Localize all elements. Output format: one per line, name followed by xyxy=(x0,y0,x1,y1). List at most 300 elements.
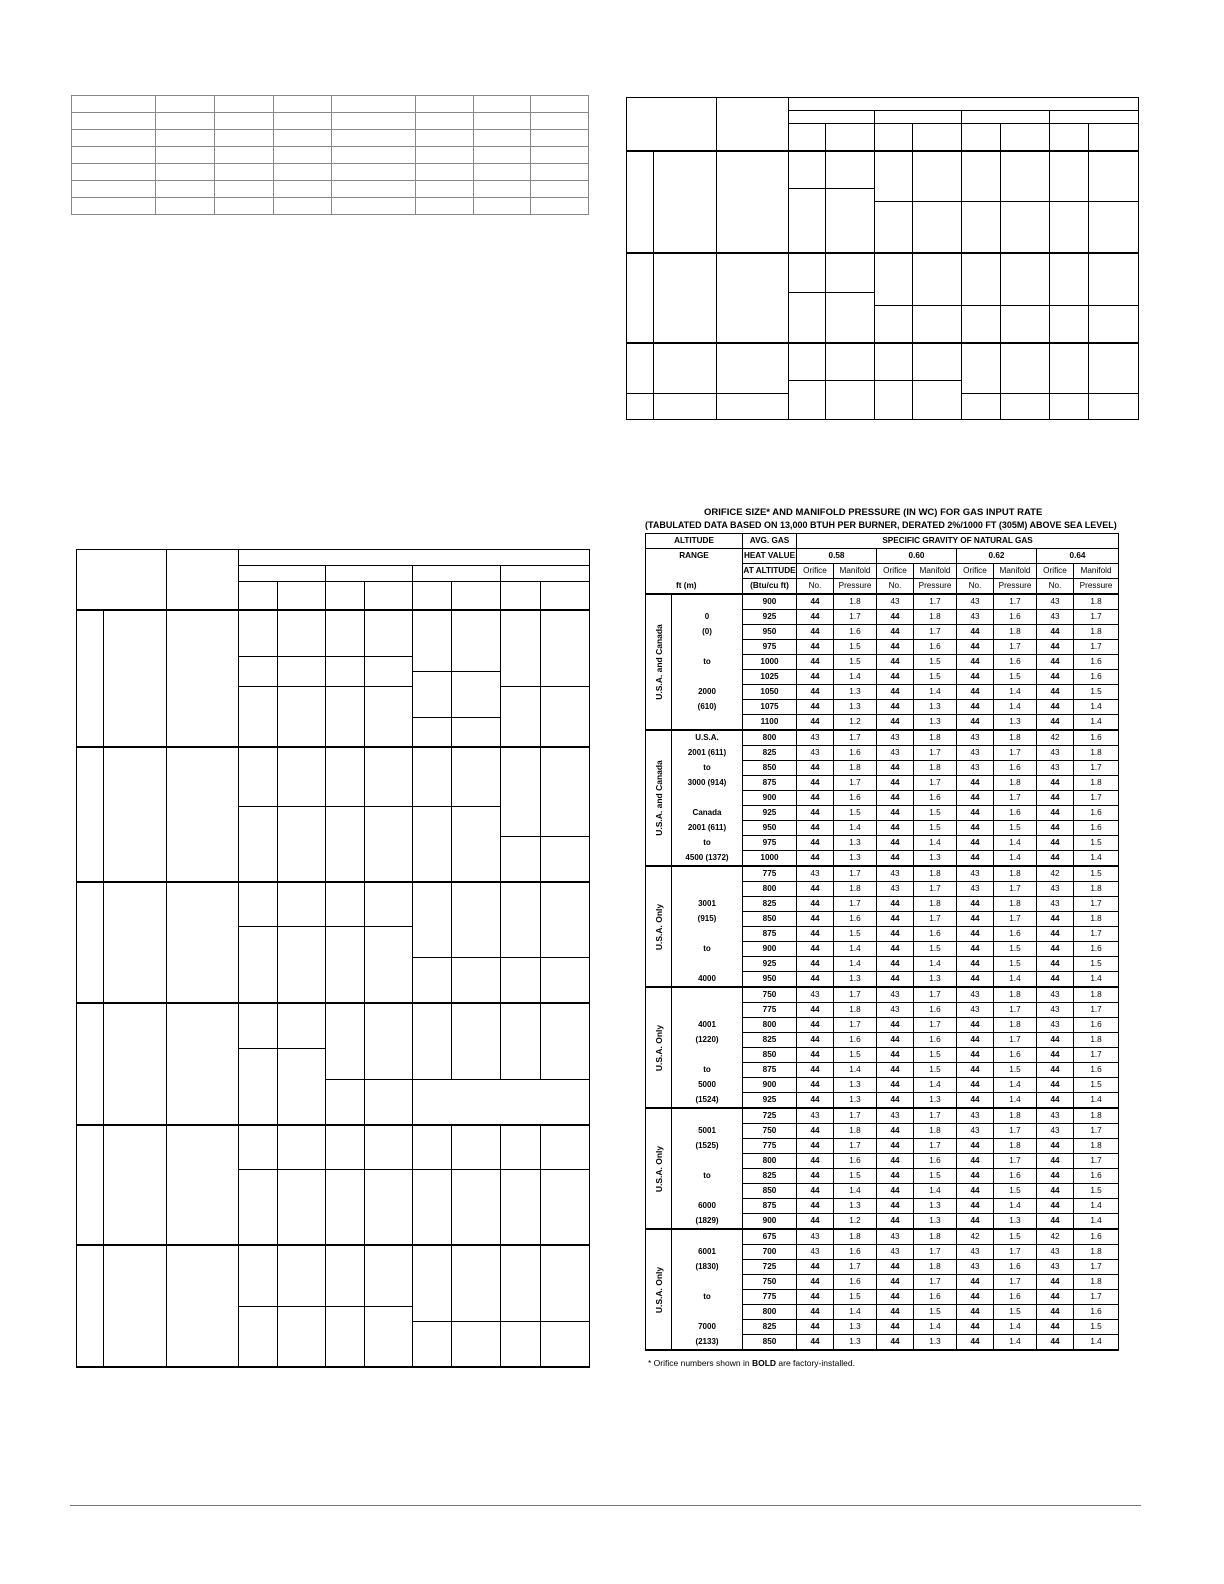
manifold-pressure-cell: 1.4 xyxy=(834,1063,877,1078)
region-label xyxy=(646,1229,672,1350)
manifold-pressure-cell: 1.4 xyxy=(914,1320,957,1335)
orifice-no-cell: 43 xyxy=(877,1108,914,1124)
manifold-pressure-cell: 1.4 xyxy=(834,957,877,972)
orifice-no-cell: 43 xyxy=(1037,761,1074,776)
orifice-no-cell: 44 xyxy=(797,761,834,776)
manifold-pressure-cell: 1.7 xyxy=(994,1154,1037,1169)
orifice-no-cell: 44 xyxy=(1037,1154,1074,1169)
orifice-no-cell: 44 xyxy=(1037,791,1074,806)
orifice-no-cell: 44 xyxy=(797,791,834,806)
manifold-pressure-cell: 1.3 xyxy=(834,685,877,700)
table-row xyxy=(646,685,1119,700)
orifice-no-cell: 44 xyxy=(1037,912,1074,927)
orifice-no-cell: 44 xyxy=(797,1033,834,1048)
manifold-pressure-cell: 1.8 xyxy=(1074,776,1119,791)
orifice-no-cell: 44 xyxy=(1037,836,1074,851)
altitude-range-cell xyxy=(672,594,743,610)
orifice-no-cell: 44 xyxy=(1037,942,1074,957)
manifold-pressure-cell: 1.7 xyxy=(1074,1124,1119,1139)
orifice-no-cell: 44 xyxy=(797,821,834,836)
manifold-pressure-cell: 1.4 xyxy=(1074,1335,1119,1351)
table-row xyxy=(646,1184,1119,1199)
manifold-pressure-cell: 1.8 xyxy=(914,897,957,912)
altitude-range-cell xyxy=(672,1184,743,1199)
manifold-pressure-cell: 1.8 xyxy=(994,625,1037,640)
heat-value-cell: 800 xyxy=(743,882,797,897)
header-pressure: Pressure xyxy=(834,579,877,595)
orifice-no-cell: 44 xyxy=(797,685,834,700)
orifice-no-cell: 43 xyxy=(957,1003,994,1018)
table-row xyxy=(646,1048,1119,1063)
manifold-pressure-cell: 1.5 xyxy=(914,821,957,836)
manifold-pressure-cell: 1.6 xyxy=(1074,1169,1119,1184)
header-no: No. xyxy=(877,579,914,595)
orifice-no-cell: 44 xyxy=(957,806,994,821)
orifice-no-cell: 43 xyxy=(957,1124,994,1139)
orifice-no-cell: 44 xyxy=(877,942,914,957)
manifold-pressure-cell: 1.4 xyxy=(994,1335,1037,1351)
orifice-no-cell: 44 xyxy=(877,655,914,670)
manifold-pressure-cell: 1.5 xyxy=(994,957,1037,972)
header-manifold: Manifold xyxy=(1074,564,1119,579)
orifice-no-cell: 44 xyxy=(1037,776,1074,791)
manifold-pressure-cell: 1.7 xyxy=(914,1018,957,1033)
orifice-no-cell: 44 xyxy=(1037,1275,1074,1290)
manifold-pressure-cell: 1.4 xyxy=(994,836,1037,851)
manifold-pressure-cell: 1.3 xyxy=(834,1335,877,1351)
manifold-pressure-cell: 1.5 xyxy=(994,1229,1037,1245)
orifice-no-cell: 43 xyxy=(877,882,914,897)
orifice-no-cell: 44 xyxy=(1037,821,1074,836)
manifold-pressure-cell: 1.5 xyxy=(1074,836,1119,851)
heat-value-cell: 800 xyxy=(743,1018,797,1033)
heat-value-cell: 925 xyxy=(743,806,797,821)
manifold-pressure-cell: 1.8 xyxy=(1074,912,1119,927)
orifice-no-cell: 44 xyxy=(1037,1063,1074,1078)
orifice-no-cell: 44 xyxy=(1037,670,1074,685)
manifold-pressure-cell: 1.3 xyxy=(994,715,1037,731)
orifice-no-cell: 44 xyxy=(797,1124,834,1139)
orifice-no-cell: 43 xyxy=(957,610,994,625)
heat-value-cell: 750 xyxy=(743,1275,797,1290)
orifice-no-cell: 44 xyxy=(797,640,834,655)
orifice-no-cell: 44 xyxy=(957,655,994,670)
orifice-no-cell: 44 xyxy=(1037,957,1074,972)
table-row xyxy=(646,761,1119,776)
orifice-no-cell: 44 xyxy=(797,1093,834,1109)
manifold-pressure-cell: 1.8 xyxy=(914,1124,957,1139)
altitude-range-cell: 4001 xyxy=(672,1018,743,1033)
heat-value-cell: 850 xyxy=(743,1048,797,1063)
orifice-no-cell: 44 xyxy=(957,1048,994,1063)
altitude-range-cell xyxy=(672,866,743,882)
altitude-range-cell: 7000 xyxy=(672,1320,743,1335)
manifold-pressure-cell: 1.6 xyxy=(1074,730,1119,746)
manifold-pressure-cell: 1.8 xyxy=(834,1003,877,1018)
manifold-pressure-cell: 1.4 xyxy=(834,821,877,836)
orifice-no-cell: 44 xyxy=(1037,1139,1074,1154)
orifice-no-cell: 44 xyxy=(1037,655,1074,670)
manifold-pressure-cell: 1.7 xyxy=(994,882,1037,897)
manifold-pressure-cell: 1.6 xyxy=(914,1003,957,1018)
table-row xyxy=(646,1078,1119,1093)
orifice-no-cell: 44 xyxy=(1037,625,1074,640)
manifold-pressure-cell: 1.4 xyxy=(1074,1199,1119,1214)
orifice-no-cell: 44 xyxy=(797,670,834,685)
manifold-pressure-cell: 1.8 xyxy=(994,987,1037,1003)
orifice-no-cell: 44 xyxy=(797,912,834,927)
altitude-range-cell xyxy=(672,1305,743,1320)
altitude-range-cell: 6001 xyxy=(672,1245,743,1260)
heat-value-cell: 800 xyxy=(743,1305,797,1320)
manifold-pressure-cell: 1.7 xyxy=(994,594,1037,610)
orifice-no-cell: 44 xyxy=(957,685,994,700)
manifold-pressure-cell: 1.3 xyxy=(914,851,957,867)
orifice-no-cell: 43 xyxy=(877,730,914,746)
altitude-range-cell: to xyxy=(672,1169,743,1184)
manifold-pressure-cell: 1.7 xyxy=(1074,1154,1119,1169)
orifice-no-cell: 43 xyxy=(877,866,914,882)
manifold-pressure-cell: 1.2 xyxy=(834,715,877,731)
table-row xyxy=(646,640,1119,655)
table-row xyxy=(646,1033,1119,1048)
region-label xyxy=(646,1108,672,1229)
orifice-no-cell: 43 xyxy=(1037,1108,1074,1124)
table-row xyxy=(646,1260,1119,1275)
manifold-pressure-cell: 1.8 xyxy=(1074,746,1119,761)
altitude-range-cell: (1830) xyxy=(672,1260,743,1275)
table-row xyxy=(646,1290,1119,1305)
manifold-pressure-cell: 1.4 xyxy=(1074,972,1119,988)
manifold-pressure-cell: 1.4 xyxy=(914,1078,957,1093)
header-no: No. xyxy=(957,579,994,595)
altitude-range-cell: 4000 xyxy=(672,972,743,988)
manifold-pressure-cell: 1.5 xyxy=(1074,1078,1119,1093)
manifold-pressure-cell: 1.8 xyxy=(1074,987,1119,1003)
manifold-pressure-cell: 1.5 xyxy=(1074,1184,1119,1199)
region-label xyxy=(646,730,672,866)
orifice-no-cell: 44 xyxy=(797,655,834,670)
manifold-pressure-cell: 1.6 xyxy=(1074,1229,1119,1245)
table-row xyxy=(646,866,1119,882)
manifold-pressure-cell: 1.5 xyxy=(914,670,957,685)
manifold-pressure-cell: 1.3 xyxy=(834,836,877,851)
heat-value-cell: 800 xyxy=(743,1154,797,1169)
manifold-pressure-cell: 1.5 xyxy=(914,1063,957,1078)
manifold-pressure-cell: 1.7 xyxy=(914,776,957,791)
manifold-pressure-cell: 1.6 xyxy=(834,1275,877,1290)
orifice-no-cell: 44 xyxy=(877,1063,914,1078)
manifold-pressure-cell: 1.6 xyxy=(1074,821,1119,836)
manifold-pressure-cell: 1.7 xyxy=(1074,791,1119,806)
orifice-table-body xyxy=(646,594,1119,1350)
table-row xyxy=(646,1108,1119,1124)
manifold-pressure-cell: 1.3 xyxy=(914,1199,957,1214)
orifice-no-cell: 43 xyxy=(1037,1124,1074,1139)
table-row xyxy=(646,1335,1119,1351)
header-manifold: Manifold xyxy=(834,564,877,579)
orifice-no-cell: 44 xyxy=(797,957,834,972)
altitude-range-cell: 4500 (1372) xyxy=(672,851,743,867)
orifice-no-cell: 43 xyxy=(797,746,834,761)
altitude-range-cell: 2000 xyxy=(672,685,743,700)
header-orifice: Orifice xyxy=(957,564,994,579)
heat-value-cell: 850 xyxy=(743,912,797,927)
orifice-no-cell: 44 xyxy=(877,625,914,640)
manifold-pressure-cell: 1.5 xyxy=(994,1063,1037,1078)
orifice-no-cell: 44 xyxy=(877,776,914,791)
table-row xyxy=(646,897,1119,912)
orifice-no-cell: 44 xyxy=(797,1305,834,1320)
manifold-pressure-cell: 1.4 xyxy=(834,670,877,685)
manifold-pressure-cell: 1.5 xyxy=(834,1048,877,1063)
orifice-no-cell: 44 xyxy=(797,1139,834,1154)
manifold-pressure-cell: 1.7 xyxy=(994,640,1037,655)
manifold-pressure-cell: 1.6 xyxy=(1074,655,1119,670)
manifold-pressure-cell: 1.8 xyxy=(914,1260,957,1275)
orifice-no-cell: 44 xyxy=(877,806,914,821)
manifold-pressure-cell: 1.4 xyxy=(994,972,1037,988)
header-gravity-060: 0.60 xyxy=(877,549,957,564)
manifold-pressure-cell: 1.5 xyxy=(1074,957,1119,972)
orifice-no-cell: 44 xyxy=(957,1154,994,1169)
manifold-pressure-cell: 1.7 xyxy=(994,791,1037,806)
region-text: U.S.A. Only xyxy=(653,1145,664,1192)
orifice-no-cell: 43 xyxy=(957,594,994,610)
manifold-pressure-cell: 1.5 xyxy=(914,1048,957,1063)
orifice-no-cell: 42 xyxy=(957,1229,994,1245)
altitude-range-cell: U.S.A. xyxy=(672,730,743,746)
table-row xyxy=(646,821,1119,836)
manifold-pressure-cell: 1.6 xyxy=(994,806,1037,821)
orifice-no-cell: 44 xyxy=(797,1290,834,1305)
orifice-no-cell: 44 xyxy=(957,670,994,685)
altitude-range-cell: to xyxy=(672,761,743,776)
manifold-pressure-cell: 1.6 xyxy=(914,927,957,942)
altitude-range-cell: (2133) xyxy=(672,1335,743,1351)
altitude-range-cell: to xyxy=(672,836,743,851)
orifice-no-cell: 44 xyxy=(957,897,994,912)
header-ftm: ft (m) xyxy=(646,579,743,595)
manifold-pressure-cell: 1.8 xyxy=(1074,882,1119,897)
manifold-pressure-cell: 1.4 xyxy=(914,685,957,700)
orifice-no-cell: 44 xyxy=(1037,1078,1074,1093)
heat-value-cell: 700 xyxy=(743,1245,797,1260)
orifice-no-cell: 44 xyxy=(877,670,914,685)
altitude-range-cell xyxy=(672,1154,743,1169)
orifice-no-cell: 43 xyxy=(957,1245,994,1260)
manifold-pressure-cell: 1.5 xyxy=(1074,866,1119,882)
altitude-range-cell xyxy=(672,670,743,685)
manifold-pressure-cell: 1.6 xyxy=(1074,1018,1119,1033)
manifold-pressure-cell: 1.7 xyxy=(914,1108,957,1124)
manifold-pressure-cell: 1.3 xyxy=(834,1093,877,1109)
manifold-pressure-cell: 1.8 xyxy=(834,1229,877,1245)
manifold-pressure-cell: 1.5 xyxy=(994,670,1037,685)
orifice-table-subtitle: (TABULATED DATA BASED ON 13,000 BTUH PER BURNER, DERATED 2%/1000 FT (305M) ABOVE SEA LEVEL) xyxy=(645,520,1117,530)
orifice-no-cell: 43 xyxy=(957,987,994,1003)
region-label xyxy=(646,594,672,730)
table-row xyxy=(646,1003,1119,1018)
manifold-pressure-cell: 1.4 xyxy=(914,836,957,851)
heat-value-cell: 725 xyxy=(743,1260,797,1275)
manifold-pressure-cell: 1.4 xyxy=(834,1184,877,1199)
header-specific-gravity: SPECIFIC GRAVITY OF NATURAL GAS xyxy=(797,534,1119,549)
orifice-no-cell: 44 xyxy=(1037,700,1074,715)
orifice-no-cell: 44 xyxy=(877,1335,914,1351)
table-row xyxy=(646,1199,1119,1214)
heat-value-cell: 875 xyxy=(743,927,797,942)
orifice-no-cell: 44 xyxy=(877,1275,914,1290)
orifice-no-cell: 44 xyxy=(1037,1048,1074,1063)
altitude-range-cell xyxy=(672,1003,743,1018)
orifice-no-cell: 43 xyxy=(1037,897,1074,912)
manifold-pressure-cell: 1.8 xyxy=(994,1018,1037,1033)
orifice-no-cell: 44 xyxy=(957,1139,994,1154)
table-row xyxy=(646,972,1119,988)
orifice-no-cell: 44 xyxy=(877,1320,914,1335)
manifold-pressure-cell: 1.7 xyxy=(914,625,957,640)
manifold-pressure-cell: 1.3 xyxy=(914,972,957,988)
manifold-pressure-cell: 1.7 xyxy=(834,1018,877,1033)
orifice-no-cell: 43 xyxy=(1037,1003,1074,1018)
orifice-no-cell: 43 xyxy=(1037,987,1074,1003)
manifold-pressure-cell: 1.5 xyxy=(994,1305,1037,1320)
manifold-pressure-cell: 1.6 xyxy=(994,927,1037,942)
manifold-pressure-cell: 1.4 xyxy=(994,1093,1037,1109)
manifold-pressure-cell: 1.8 xyxy=(994,866,1037,882)
orifice-no-cell: 44 xyxy=(877,821,914,836)
manifold-pressure-cell: 1.7 xyxy=(994,1033,1037,1048)
manifold-pressure-cell: 1.5 xyxy=(834,1290,877,1305)
orifice-no-cell: 44 xyxy=(877,715,914,731)
manifold-pressure-cell: 1.7 xyxy=(1074,1290,1119,1305)
orifice-no-cell: 44 xyxy=(797,715,834,731)
orifice-no-cell: 44 xyxy=(797,594,834,610)
manifold-pressure-cell: 1.6 xyxy=(1074,1063,1119,1078)
orifice-no-cell: 44 xyxy=(957,1290,994,1305)
heat-value-cell: 825 xyxy=(743,897,797,912)
manifold-pressure-cell: 1.5 xyxy=(914,1169,957,1184)
orifice-no-cell: 43 xyxy=(957,1260,994,1275)
table-row xyxy=(646,1214,1119,1230)
header-range: RANGE xyxy=(646,549,743,564)
orifice-no-cell: 44 xyxy=(877,1184,914,1199)
orifice-no-cell: 44 xyxy=(797,1260,834,1275)
altitude-range-cell xyxy=(672,957,743,972)
orifice-no-cell: 44 xyxy=(797,972,834,988)
manifold-pressure-cell: 1.8 xyxy=(994,776,1037,791)
orifice-no-cell: 44 xyxy=(1037,1199,1074,1214)
orifice-no-cell: 44 xyxy=(797,897,834,912)
manifold-pressure-cell: 1.7 xyxy=(914,987,957,1003)
orifice-no-cell: 44 xyxy=(797,1184,834,1199)
orifice-no-cell: 43 xyxy=(797,866,834,882)
orifice-no-cell: 43 xyxy=(1037,1018,1074,1033)
altitude-range-cell: to xyxy=(672,942,743,957)
manifold-pressure-cell: 1.5 xyxy=(834,1169,877,1184)
orifice-no-cell: 43 xyxy=(877,1003,914,1018)
orifice-no-cell: 44 xyxy=(957,1275,994,1290)
manifold-pressure-cell: 1.6 xyxy=(994,1169,1037,1184)
header-pressure: Pressure xyxy=(914,579,957,595)
manifold-pressure-cell: 1.4 xyxy=(994,685,1037,700)
heat-value-cell: 750 xyxy=(743,1124,797,1139)
heat-value-cell: 1075 xyxy=(743,700,797,715)
orifice-table xyxy=(645,533,1119,1351)
manifold-pressure-cell: 1.7 xyxy=(834,897,877,912)
altitude-range-cell: 0 xyxy=(672,610,743,625)
orifice-no-cell: 44 xyxy=(877,640,914,655)
orifice-no-cell: 44 xyxy=(877,927,914,942)
orifice-no-cell: 44 xyxy=(957,1335,994,1351)
orifice-no-cell: 44 xyxy=(957,1184,994,1199)
heat-value-cell: 1025 xyxy=(743,670,797,685)
table-row xyxy=(646,1169,1119,1184)
manifold-pressure-cell: 1.6 xyxy=(1074,806,1119,821)
orifice-no-cell: 44 xyxy=(957,942,994,957)
region-text: U.S.A. and Canada xyxy=(653,760,664,836)
altitude-range-cell: 3001 xyxy=(672,897,743,912)
manifold-pressure-cell: 1.5 xyxy=(914,942,957,957)
table-row xyxy=(646,610,1119,625)
altitude-range-cell xyxy=(672,987,743,1003)
heat-value-cell: 850 xyxy=(743,1335,797,1351)
orifice-no-cell: 43 xyxy=(797,1108,834,1124)
blank-table-bottom-left xyxy=(76,549,590,1368)
footnote-prefix: * Orifice numbers shown in xyxy=(648,1358,752,1368)
manifold-pressure-cell: 1.6 xyxy=(834,1154,877,1169)
manifold-pressure-cell: 1.4 xyxy=(994,1199,1037,1214)
manifold-pressure-cell: 1.8 xyxy=(914,610,957,625)
orifice-no-cell: 44 xyxy=(877,836,914,851)
table-row xyxy=(646,882,1119,897)
header-pressure: Pressure xyxy=(1074,579,1119,595)
manifold-pressure-cell: 1.6 xyxy=(994,761,1037,776)
orifice-no-cell: 44 xyxy=(1037,927,1074,942)
heat-value-cell: 825 xyxy=(743,1033,797,1048)
orifice-no-cell: 44 xyxy=(1037,685,1074,700)
table-row xyxy=(646,670,1119,685)
manifold-pressure-cell: 1.5 xyxy=(914,806,957,821)
heat-value-cell: 975 xyxy=(743,640,797,655)
table-row xyxy=(646,730,1119,746)
manifold-pressure-cell: 1.3 xyxy=(834,1199,877,1214)
footer-rule xyxy=(70,1505,1141,1506)
orifice-no-cell: 43 xyxy=(1037,746,1074,761)
orifice-no-cell: 43 xyxy=(1037,594,1074,610)
orifice-no-cell: 44 xyxy=(797,1320,834,1335)
orifice-no-cell: 44 xyxy=(957,1018,994,1033)
orifice-no-cell: 44 xyxy=(797,776,834,791)
orifice-no-cell: 44 xyxy=(1037,1335,1074,1351)
manifold-pressure-cell: 1.8 xyxy=(1074,625,1119,640)
region-text: U.S.A. Only xyxy=(653,1266,664,1313)
heat-value-cell: 775 xyxy=(743,1290,797,1305)
manifold-pressure-cell: 1.7 xyxy=(914,1245,957,1260)
manifold-pressure-cell: 1.4 xyxy=(994,1320,1037,1335)
orifice-no-cell: 44 xyxy=(877,610,914,625)
manifold-pressure-cell: 1.6 xyxy=(834,1033,877,1048)
orifice-no-cell: 43 xyxy=(877,594,914,610)
manifold-pressure-cell: 1.6 xyxy=(914,791,957,806)
orifice-no-cell: 44 xyxy=(797,1169,834,1184)
footnote-bold: BOLD xyxy=(751,1358,777,1368)
orifice-no-cell: 44 xyxy=(1037,1305,1074,1320)
table-row xyxy=(646,957,1119,972)
manifold-pressure-cell: 1.5 xyxy=(1074,685,1119,700)
orifice-no-cell: 44 xyxy=(957,851,994,867)
